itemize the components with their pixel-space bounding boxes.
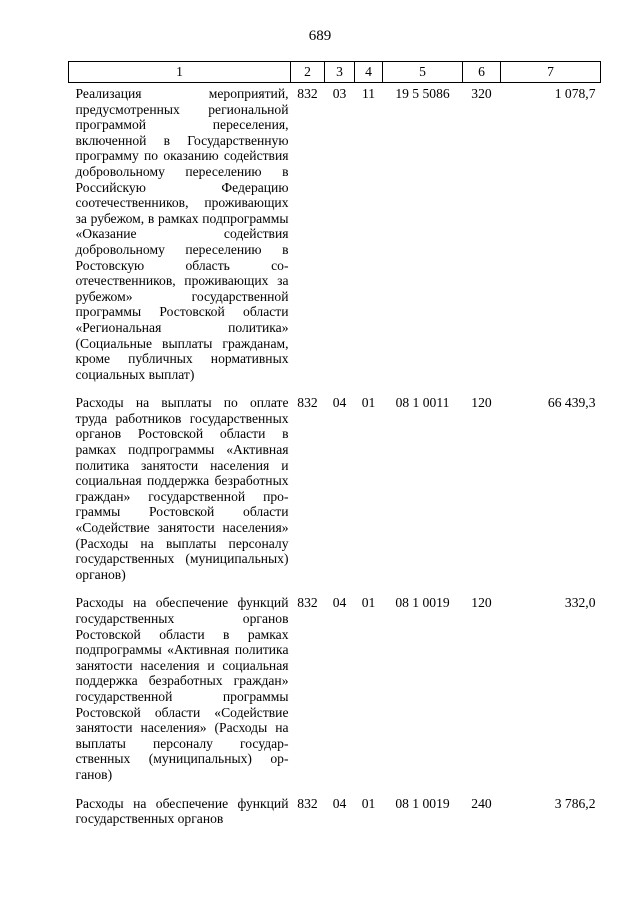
ministry-code: 832 [297,795,318,811]
ministry-code: 832 [297,395,318,411]
target-article-code: 19 5 5086 [395,86,450,101]
budget-table [68,61,601,837]
column-header-1: 1 [69,62,291,83]
expense-type-code: 120 [471,395,492,411]
amount: 332,0 [564,595,596,611]
column-header-5: 5 [383,62,463,83]
expense-type-code: 240 [471,795,492,811]
expense-name: Расходы на обеспечение функций государственных органов [75,795,289,827]
expense-name: Расходы на выплаты по оплате труда работников государственных органов Ростовской области в рамках подпрограммы «Активная политика занятости населения и социальная поддержка безработных граждан» государственной программы Ростовской области «Содействие занятости населения» (Расходы на выплаты персоналу государственных (муниципальных) органов) [75,395,289,582]
column-header-2: 2 [291,62,325,83]
section-code: 04 [332,795,347,811]
column-header-3: 3 [325,62,355,83]
table-row [69,793,601,837]
subsection-code: 01 [361,795,376,811]
target-article-code: 08 1 0011 [395,395,450,411]
subsection-code: 11 [361,86,376,101]
expense-name: Реализация мероприятий, предусмотренных региональной программой переселения, включенной в Государственную программу по оказанию содействия добровольному переселению в Российскую Федерацию соотечественников, проживающих за рубежом, в рамках подпрограммы «Оказание содействия добровольному переселению в Ростовскую область соотечественников, проживающих за рубежом» государственной программы Ростовской области «Региональная политика» (Социальные выплаты гражданам, кроме публичных нормативных социальных выплат) [75,86,289,382]
subsection-code: 01 [361,395,376,411]
expense-type-code: 320 [471,86,492,101]
column-header-6: 6 [463,62,501,83]
table-header-row [69,62,601,83]
subsection-code: 01 [361,595,376,611]
section-code: 03 [332,86,347,101]
target-article-code: 08 1 0019 [395,595,450,611]
column-header-7: 7 [501,62,601,83]
amount: 66 439,3 [547,395,596,411]
section-code: 04 [332,595,347,611]
column-header-4: 4 [355,62,383,83]
expense-type-code: 120 [471,595,492,611]
table-row [69,592,601,792]
table-row [69,392,601,592]
page-number: 689 [308,28,332,44]
section-code: 04 [332,395,347,411]
table-row [69,83,601,393]
expense-name: Расходы на обеспечение функций государственных органов Ростовской области в рамках подпрограммы «Активная политика занятости населения и социальная поддержка безработных граждан» государственной программы Ростовской области «Содействие занятости населения» (Расходы на выплаты персоналу государственных (муниципальных) органов) [75,595,289,782]
ministry-code: 832 [297,86,318,101]
amount: 1 078,7 [554,86,596,101]
target-article-code: 08 1 0019 [395,795,450,811]
ministry-code: 832 [297,595,318,611]
amount: 3 786,2 [554,795,596,811]
